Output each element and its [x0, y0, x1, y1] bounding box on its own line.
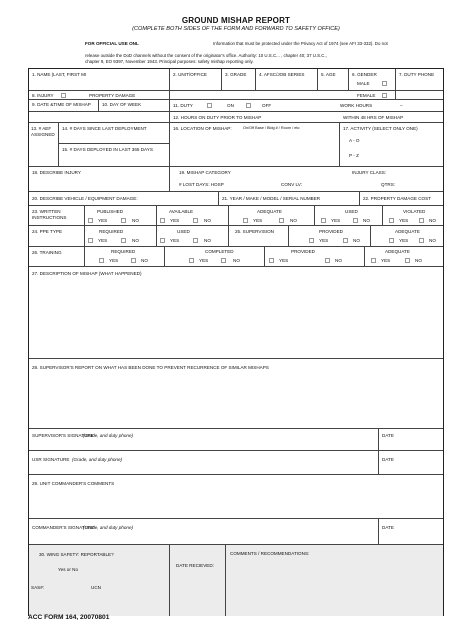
- published-no-checkbox[interactable]: [121, 218, 126, 223]
- used-no-checkbox[interactable]: [353, 218, 358, 223]
- row-usr-signature: [29, 451, 443, 475]
- property-damage-label: PROPERTY DAMAGE: [89, 92, 136, 98]
- sas-label: SAS#:: [31, 585, 45, 590]
- training-required-no-label: NO: [141, 258, 148, 263]
- activity-a-o-label: A - O: [349, 138, 360, 143]
- ppe-used-no-checkbox[interactable]: [193, 238, 198, 243]
- description-field[interactable]: [29, 267, 443, 359]
- row-commander-signature: [29, 519, 443, 545]
- activity-label: 17. ACTIVITY (SELECT ONLY ONE): [343, 126, 418, 131]
- supervision-provided-no-label: NO: [353, 238, 360, 243]
- supervision-adequate-yes-label: YES: [399, 238, 409, 243]
- used-yes-checkbox[interactable]: [321, 218, 326, 223]
- supervision-adequate-no-label: NO: [429, 238, 436, 243]
- published-label: PUBLISHED: [97, 209, 124, 214]
- grade-field[interactable]: [222, 69, 256, 90]
- name-field[interactable]: [29, 69, 170, 90]
- mishap-category-label: 19. MISHAP CATEGORY: [179, 170, 231, 175]
- supervisor-report-label: 28. SUPERVISOR'S REPORT ON WHAT HAS BEEN DONE TO PREVENT RECURRENCE OF SIMILAR MISHAPS: [32, 365, 269, 370]
- gender-female-label: FEMALE: [357, 92, 376, 98]
- adequate-yes-checkbox[interactable]: [243, 218, 248, 223]
- commander-date-label: DATE: [382, 525, 394, 530]
- property-cost-label: 22. PROPERTY DAMAGE COST: [363, 196, 431, 201]
- row-injury-type: [29, 91, 443, 100]
- date-received-label: DATE RECIEVED:: [176, 563, 214, 568]
- supervision-provided-label: PROVIDED: [319, 229, 343, 234]
- training-adequate-no-checkbox[interactable]: [405, 258, 410, 263]
- describe-injury-label: 18. DESCRIBE INJURY: [32, 170, 81, 175]
- work-hours-dash: –: [400, 103, 403, 108]
- privacy-notice-line2: release outside the DoD channels without the consent of the originator's office. Authority: 10 U.S.C... , chapter 40; 37 U.S.C.,: [85, 53, 327, 58]
- ppe-type-field[interactable]: [29, 226, 85, 246]
- supervision-label-cell: [229, 226, 289, 246]
- ppe-required-yes-label: YES: [98, 238, 108, 243]
- training-adequate-yes-checkbox[interactable]: [371, 258, 376, 263]
- supervision-label: 25. SUPERVISION: [235, 229, 274, 234]
- violated-label: VIOLATED: [403, 209, 426, 214]
- commander-signature-hint: (Grade, and duty phone): [83, 525, 134, 530]
- lost-days-label: # LOST DAYS: HOSP: [179, 182, 224, 187]
- year-make-field[interactable]: [219, 192, 360, 205]
- duty-off-label: OFF: [262, 103, 272, 108]
- training-provided-yes-label: YES: [279, 258, 289, 263]
- row-ppe-supervision: [29, 226, 443, 247]
- describe-injury-field[interactable]: [29, 167, 170, 191]
- row-injury-category: [29, 167, 443, 192]
- adequate-yes-label: YES: [253, 218, 263, 223]
- available-no-checkbox[interactable]: [193, 218, 198, 223]
- written-instructions-label: 23. WRITTEN INSTRUCTIONS: [32, 209, 67, 220]
- yes-or-no-label: Yes or No: [58, 567, 79, 572]
- training-adequate-cell: [365, 247, 445, 266]
- ppe-required-cell: [85, 226, 157, 246]
- gender-female-checkbox[interactable]: [382, 93, 387, 98]
- unit-label: 2. UNIT/OFFICE: [173, 72, 207, 77]
- supervisor-signature-hint: (Grade, and duty phone): [83, 433, 134, 438]
- description-label: 27. DESCRIPTION OF MISHAP (WHAT HAPPENED): [32, 271, 142, 276]
- row-supervisor-signature: [29, 429, 443, 451]
- published-cell: [85, 206, 157, 225]
- usr-date-label: DATE: [382, 457, 394, 462]
- mishap-form-grid: [28, 68, 444, 616]
- violated-no-checkbox[interactable]: [419, 218, 424, 223]
- form-subtitle: (COMPLETE BOTH SIDES OF THE FORM AND FORWARD TO SAFETY OFFICE): [132, 26, 340, 32]
- violated-cell: [383, 206, 445, 225]
- days-since-deploy-label: 14. # DAYS SINCE LAST DEPLOYMENT: [62, 126, 147, 131]
- privacy-notice-line1: Information that must be protected under the Privacy Act of 1974 (see AFI 33-332). Do not: [213, 41, 388, 46]
- training-provided-cell: [265, 247, 365, 266]
- training-required-yes-checkbox[interactable]: [99, 258, 104, 263]
- injury-checkbox[interactable]: [61, 93, 66, 98]
- ppe-required-label: REQUIRED: [99, 229, 124, 234]
- aef-label: 13. # AEF ASSIGNED: [31, 126, 55, 137]
- available-label: AVAILABLE: [169, 209, 194, 214]
- day-of-week-field[interactable]: [99, 100, 170, 111]
- duty-label: 11. DUTY: [173, 103, 193, 108]
- written-instructions-label-cell: [29, 206, 85, 225]
- injury-type-field: [29, 91, 170, 99]
- used-label: USED: [345, 209, 358, 214]
- day-of-week-label: 10. DAY OF WEEK: [102, 102, 142, 107]
- wing-safety-cell: [29, 545, 170, 616]
- afsc-label: 4. AFSC/JOB SERIES: [259, 72, 305, 77]
- supervision-adequate-yes-checkbox[interactable]: [389, 238, 394, 243]
- available-cell: [157, 206, 229, 225]
- violated-no-label: NO: [429, 218, 436, 223]
- hours-on-duty-field[interactable]: [170, 112, 445, 122]
- deploy-divider: [59, 143, 170, 144]
- activity-p-z-label: P - Z: [349, 153, 359, 158]
- commander-comments-field[interactable]: [29, 475, 443, 519]
- training-completed-no-label: NO: [233, 258, 240, 263]
- afsc-field[interactable]: [256, 69, 318, 90]
- row-deployment-location: [29, 123, 443, 167]
- training-label: 26. TRAINING: [32, 250, 62, 255]
- adequate-no-checkbox[interactable]: [279, 218, 284, 223]
- supervision-provided-yes-checkbox[interactable]: [309, 238, 314, 243]
- ppe-required-no-checkbox[interactable]: [121, 238, 126, 243]
- training-completed-cell: [165, 247, 265, 266]
- training-provided-no-label: NO: [335, 258, 342, 263]
- gender-label: 6. GENDER: [352, 72, 377, 77]
- row-hours-on-duty: [29, 112, 443, 123]
- ppe-type-label: 24. PPE TYPE: [32, 229, 63, 234]
- privacy-notice-line3: chapter 9, EO 9397, November 1943. Principal purposes: safety mishap reporting only.: [85, 59, 254, 64]
- training-required-cell: [85, 247, 165, 266]
- activity-field: [340, 123, 445, 166]
- usr-signature-label: USR SIGNATURE: [32, 457, 70, 462]
- supervision-provided-no-checkbox[interactable]: [343, 238, 348, 243]
- supervisor-date-field[interactable]: [379, 429, 445, 450]
- unit-field[interactable]: [170, 69, 222, 90]
- training-provided-yes-checkbox[interactable]: [269, 258, 274, 263]
- days-deployed-label: 15. # DAYS DEPLOYED IN LAST 365 DAYS: [62, 147, 153, 152]
- date-time-field[interactable]: [29, 100, 99, 111]
- training-completed-yes-label: YES: [199, 258, 209, 263]
- training-adequate-label: ADEQUATE: [385, 249, 410, 254]
- comments-field[interactable]: [226, 545, 445, 616]
- usr-signature-hint: (Grade, and duty phone): [72, 457, 123, 462]
- training-completed-no-checkbox[interactable]: [221, 258, 226, 263]
- duty-on-checkbox[interactable]: [207, 103, 212, 108]
- commander-signature-field[interactable]: [29, 519, 379, 544]
- work-hours-label: WORK HOURS: [340, 103, 373, 108]
- available-yes-label: YES: [170, 218, 180, 223]
- comments-label: COMMENTS / RECOMMENDATIONS:: [230, 551, 310, 556]
- within-48-label: WITHIN 48 HRS OF MISHAP: [343, 115, 404, 120]
- injury-label: 8. INJURY: [32, 92, 54, 98]
- violated-yes-checkbox[interactable]: [389, 218, 394, 223]
- adequate-no-label: NO: [290, 218, 297, 223]
- aef-field[interactable]: [29, 123, 59, 166]
- training-required-no-checkbox[interactable]: [131, 258, 136, 263]
- ppe-used-no-label: NO: [204, 238, 211, 243]
- ppe-used-label: USED: [177, 229, 190, 234]
- injury-class-label: INJURY CLASS:: [352, 170, 387, 175]
- training-completed-label: COMPLETED: [205, 249, 234, 254]
- training-adequate-no-label: NO: [415, 258, 422, 263]
- row-date-duty: [29, 100, 443, 112]
- ucn-label: UCN: [91, 585, 101, 590]
- form-id: ACC FORM 164, 20070801: [28, 614, 110, 621]
- published-no-label: NO: [132, 218, 139, 223]
- property-cost-field[interactable]: [360, 192, 445, 205]
- mishap-category-field: [170, 167, 445, 191]
- age-label: 5. AGE: [321, 72, 336, 77]
- ppe-required-no-label: NO: [132, 238, 139, 243]
- gender-male-label: MALE: [357, 81, 370, 86]
- duty-phone-label: 7. DUTY PHONE: [399, 72, 435, 77]
- supervisor-report-field[interactable]: [29, 359, 443, 429]
- fouo-label: FOR OFFICIAL USE ONL: [85, 41, 139, 46]
- vehicle-damage-field[interactable]: [29, 192, 219, 205]
- row-vehicle: [29, 192, 443, 206]
- duty-on-label: ON: [227, 103, 234, 108]
- wing-safety-label: 30. WING SAFETY: REPORTABLE?: [39, 552, 114, 557]
- duty-off-checkbox[interactable]: [246, 103, 251, 108]
- used-cell: [315, 206, 383, 225]
- days-since-deploy-field[interactable]: [59, 123, 170, 166]
- date-received-field[interactable]: [170, 545, 226, 616]
- published-yes-label: YES: [98, 218, 108, 223]
- adequate-label: ADEQUATE: [257, 209, 282, 214]
- age-field[interactable]: [318, 69, 349, 90]
- blank-cell: [29, 112, 170, 122]
- training-provided-label: PROVIDED: [291, 249, 315, 254]
- ppe-used-cell: [157, 226, 229, 246]
- row-personal-info: [29, 69, 443, 91]
- location-label: 16. LOCATION OF MISHAP:: [173, 126, 232, 131]
- supervision-adequate-cell: [371, 226, 445, 246]
- published-yes-checkbox[interactable]: [88, 218, 93, 223]
- violated-yes-label: YES: [399, 218, 409, 223]
- commander-date-field[interactable]: [379, 519, 445, 544]
- used-yes-label: YES: [331, 218, 341, 223]
- available-no-label: NO: [204, 218, 211, 223]
- gender-male-checkbox[interactable]: [382, 81, 387, 86]
- training-adequate-yes-label: YES: [381, 258, 391, 263]
- ppe-used-yes-checkbox[interactable]: [160, 238, 165, 243]
- name-label: 1. NAME (LAST, FIRST MI: [32, 72, 87, 77]
- supervision-adequate-label: ADEQUATE: [395, 229, 420, 234]
- year-make-label: 21. YEAR / MAKE / MODEL / SERIAL NUMBER: [222, 196, 321, 201]
- location-hint: On/Off Base / Bldg # / Room / etc:: [243, 126, 301, 130]
- training-required-label: REQUIRED: [111, 249, 136, 254]
- vehicle-damage-label: 20. DESCRIBE VEHICLE / EQUIPMENT DAMAGE:: [32, 196, 138, 201]
- row-written-instructions: [29, 206, 443, 226]
- commander-signature-label: COMMANDER'S SIGNATURE: [32, 525, 95, 530]
- qtrs-label: QTRS:: [381, 182, 396, 187]
- supervisor-date-label: DATE: [382, 433, 394, 438]
- row-training: [29, 247, 443, 267]
- supervisor-signature-label: SUPERVISOR'S SIGNATURE: [32, 433, 94, 438]
- duty-phone-field[interactable]: [396, 69, 445, 90]
- ppe-used-yes-label: YES: [170, 238, 180, 243]
- ppe-required-yes-checkbox[interactable]: [88, 238, 93, 243]
- adequate-cell: [229, 206, 315, 225]
- training-label-cell: [29, 247, 85, 266]
- usr-signature-field[interactable]: [29, 451, 379, 474]
- gender-female-field: [349, 91, 396, 99]
- duty-field: [170, 100, 445, 111]
- location-field[interactable]: [170, 123, 340, 166]
- training-completed-yes-checkbox[interactable]: [189, 258, 194, 263]
- form-title: GROUND MISHAP REPORT: [181, 16, 291, 25]
- grade-label: 3. GRADE: [225, 72, 247, 77]
- usr-date-field[interactable]: [379, 451, 445, 474]
- supervisor-signature-field[interactable]: [29, 429, 379, 450]
- date-time-label: 9. DATE &TIME OF MISHAP: [32, 102, 91, 107]
- available-yes-checkbox[interactable]: [160, 218, 165, 223]
- training-required-yes-label: YES: [109, 258, 119, 263]
- training-provided-no-checkbox[interactable]: [325, 258, 330, 263]
- commander-comments-label: 29. UNIT COMMANDER'S COMMENTS: [32, 481, 115, 486]
- supervision-provided-yes-label: YES: [319, 238, 329, 243]
- row-wing-safety: [29, 545, 443, 616]
- supervision-adequate-no-checkbox[interactable]: [419, 238, 424, 243]
- hours-on-duty-label: 12. HOURS ON DUTY PRIOR TO MISHAP: [173, 115, 262, 120]
- conv-lv-label: CONV LV:: [281, 182, 302, 187]
- used-no-label: NO: [363, 218, 370, 223]
- supervision-provided-cell: [289, 226, 371, 246]
- gender-field: [349, 69, 396, 90]
